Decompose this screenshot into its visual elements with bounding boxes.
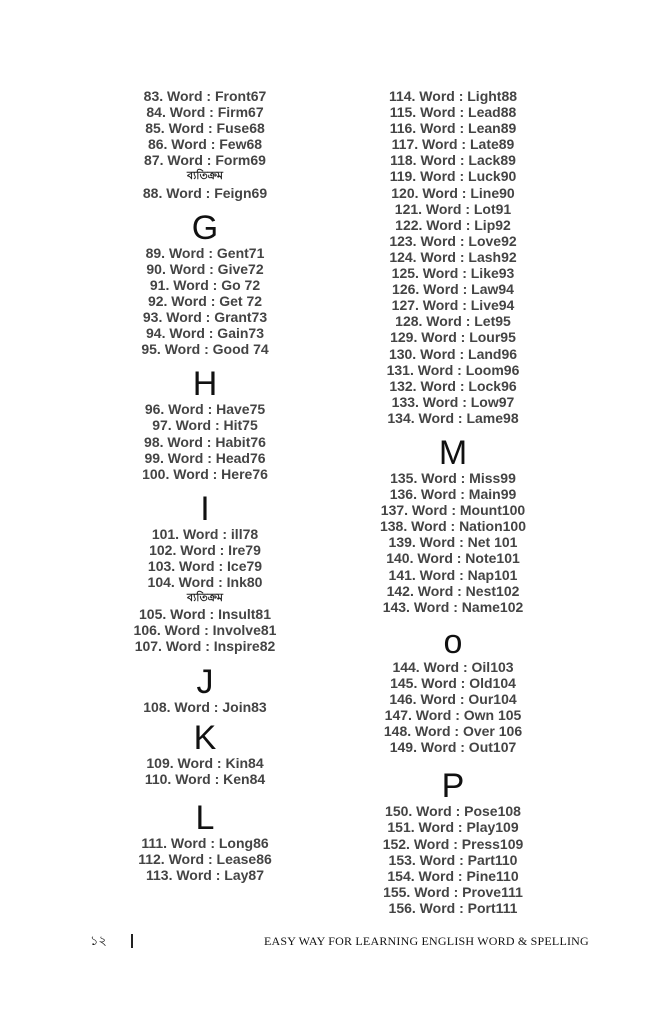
book-title: EASY WAY FOR LEARNING ENGLISH WORD & SPELLING xyxy=(264,934,589,948)
word-entry: 90. Word : Give72 xyxy=(146,260,264,277)
word-entry: 148. Word : Over 106 xyxy=(383,723,523,740)
right-column xyxy=(353,88,553,916)
section-letter-g: G xyxy=(191,208,219,247)
word-entry: 137. Word : Mount100 xyxy=(380,502,526,519)
word-entry: 107. Word : Inspire82 xyxy=(134,638,276,655)
word-entry: 103. Word : Ice79 xyxy=(147,557,263,574)
word-entry: 95. Word : Good 74 xyxy=(141,341,269,358)
section-letter-j: J xyxy=(196,662,214,701)
word-entry: 123. Word : Love92 xyxy=(389,232,517,249)
footer-divider xyxy=(131,934,133,948)
word-entry: 93. Word : Grant73 xyxy=(142,309,268,326)
section-letter-m: M xyxy=(438,433,468,472)
exception-label: ব্যতিক্রম xyxy=(186,169,224,183)
word-entry: 112. Word : Lease86 xyxy=(138,850,272,867)
word-entry: 122. Word : Lip92 xyxy=(395,216,511,233)
word-entry: 89. Word : Gent71 xyxy=(145,244,265,261)
word-entry: 87. Word : Form69 xyxy=(144,152,266,169)
word-entry: 119. Word : Luck90 xyxy=(389,168,517,185)
word-entry: 110. Word : Ken84 xyxy=(144,770,266,787)
word-entry: 133. Word : Low97 xyxy=(391,393,515,410)
word-entry: 131. Word : Loom96 xyxy=(386,361,520,378)
word-entry: 120. Word : Line90 xyxy=(391,184,515,201)
word-entry: 97. Word : Hit75 xyxy=(152,417,258,434)
word-entry: 118. Word : Lack89 xyxy=(390,152,516,169)
word-entry: 116. Word : Lean89 xyxy=(389,120,517,137)
word-entry: 136. Word : Main99 xyxy=(389,486,517,503)
word-entry: 88. Word : Feign69 xyxy=(142,184,268,201)
word-entry: 143. Word : Name102 xyxy=(382,598,524,615)
word-entry: 147. Word : Own 105 xyxy=(384,707,522,724)
word-entry: 155. Word : Prove111 xyxy=(383,883,523,900)
word-entry: 108. Word : Join83 xyxy=(143,698,267,715)
word-entry: 134. Word : Lame98 xyxy=(387,409,519,426)
word-entry: 111. Word : Long86 xyxy=(141,834,269,851)
word-entry: 140. Word : Note101 xyxy=(386,550,520,567)
word-entry: 101. Word : ill78 xyxy=(151,525,259,542)
section-letter-l: L xyxy=(195,798,215,837)
word-entry: 124. Word : Lash92 xyxy=(389,248,517,265)
word-entry: 106. Word : Involve81 xyxy=(133,622,277,639)
word-entry: 150. Word : Pose108 xyxy=(385,803,521,820)
word-entry: 100. Word : Here76 xyxy=(142,465,268,482)
word-entry: 91. Word : Go 72 xyxy=(149,276,261,293)
word-entry: 132. Word : Lock96 xyxy=(389,377,517,394)
word-entry: 105. Word : Insult81 xyxy=(139,606,271,623)
word-entry: 127. Word : Live94 xyxy=(391,297,515,314)
word-entry: 115. Word : Lead88 xyxy=(389,104,517,121)
word-entry: 145. Word : Old104 xyxy=(390,674,516,691)
word-entry: 125. Word : Like93 xyxy=(391,265,515,282)
page-footer xyxy=(0,932,658,952)
word-entry: 102. Word : Ire79 xyxy=(149,541,261,558)
word-entry: 129. Word : Lour95 xyxy=(390,329,516,346)
section-letter-p: P xyxy=(441,767,465,806)
word-entry: 104. Word : Ink80 xyxy=(147,574,263,591)
word-entry: 153. Word : Part110 xyxy=(388,851,518,868)
section-letter-h: H xyxy=(192,365,218,404)
word-entry: 92. Word : Get 72 xyxy=(147,292,263,309)
word-entry: 83. Word : Front67 xyxy=(143,88,267,104)
word-entry: 114. Word : Light88 xyxy=(388,88,518,104)
section-letter-i: I xyxy=(200,489,210,528)
word-entry: 98. Word : Habit76 xyxy=(144,433,266,450)
word-entry: 96. Word : Have75 xyxy=(144,401,266,418)
word-entry: 149. Word : Out107 xyxy=(389,739,517,756)
word-entry: 85. Word : Fuse68 xyxy=(145,120,265,137)
word-entry: 138. Word : Nation100 xyxy=(379,518,526,535)
word-entry: 156. Word : Port111 xyxy=(388,899,518,916)
exception-label: ব্যতিক্রম xyxy=(186,591,224,605)
word-entry: 109. Word : Kin84 xyxy=(146,754,264,771)
section-letter-o: o xyxy=(443,622,463,661)
page-number: ১২ xyxy=(90,934,107,949)
word-entry: 99. Word : Head76 xyxy=(144,449,266,466)
word-entry: 117. Word : Late89 xyxy=(391,136,515,153)
word-entry: 126. Word : Law94 xyxy=(392,281,514,298)
word-entry: 113. Word : Lay87 xyxy=(145,867,264,883)
word-entry: 135. Word : Miss99 xyxy=(390,469,516,486)
word-entry: 146. Word : Our104 xyxy=(389,691,517,707)
word-entry: 86. Word : Few68 xyxy=(147,136,263,153)
word-entry: 84. Word : Firm67 xyxy=(146,104,264,121)
left-column xyxy=(105,88,305,883)
word-entry: 130. Word : Land96 xyxy=(388,345,518,362)
word-entry: 94. Word : Gain73 xyxy=(146,325,264,342)
word-entry: 141. Word : Nap101 xyxy=(388,566,518,583)
word-entry: 152. Word : Press109 xyxy=(382,835,524,852)
word-entry: 154. Word : Pine110 xyxy=(387,867,519,884)
section-letter-k: K xyxy=(193,718,217,757)
word-entry: 142. Word : Nest102 xyxy=(386,582,520,599)
word-entry: 121. Word : Lot91 xyxy=(394,200,512,217)
word-entry: 151. Word : Play109 xyxy=(387,819,519,836)
word-entry: 144. Word : Oil103 xyxy=(392,658,514,675)
word-entry: 128. Word : Let95 xyxy=(395,313,511,330)
word-entry: 139. Word : Net 101 xyxy=(388,534,518,551)
